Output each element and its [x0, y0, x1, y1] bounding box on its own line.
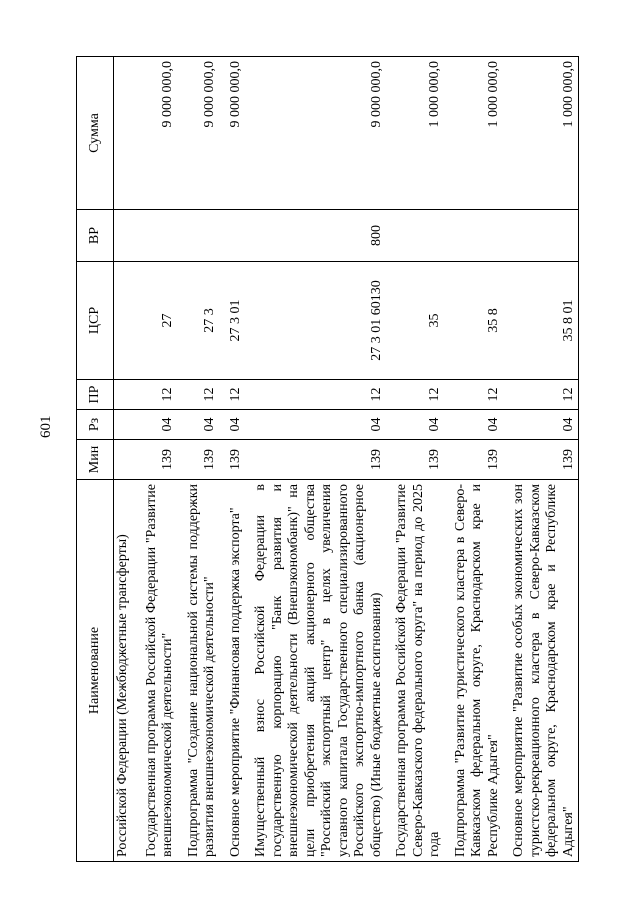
row-min: 139 — [445, 440, 504, 480]
row-csr — [114, 262, 136, 380]
row-pr: 12 — [220, 380, 246, 410]
row-name: Российской Федерации (Межбюджетные трансферты) — [114, 480, 136, 862]
row-pr: 12 — [445, 380, 504, 410]
row-csr: 27 3 — [178, 262, 220, 380]
table-row — [136, 57, 178, 862]
row-rz: 04 — [445, 410, 504, 440]
row-pr — [114, 380, 136, 410]
table-row — [245, 57, 386, 862]
row-name: Подпрограмма "Создание национальной системы поддержки развития внешнеэкономической деятельности" — [178, 480, 220, 862]
table-row — [114, 57, 136, 862]
row-rz: 04 — [220, 410, 246, 440]
row-name: Подпрограмма "Развитие туристического кластера в Северо-Кавказском федеральном округе, Краснодарском крае и Республике Адыгея" — [445, 480, 504, 862]
page-number: 601 — [38, 415, 54, 438]
row-name: Основное мероприятие "Развитие особых экономических зон туристско-рекреационного кластера в Северо-Кавказском федеральном округе, Краснодарском крае и Республике Адыгея" — [503, 480, 579, 862]
table-row — [503, 57, 579, 862]
row-rz: 04 — [136, 410, 178, 440]
row-name: Государственная программа Российской Федерации "Развитие внешнеэкономической деятельности" — [136, 480, 178, 862]
row-vr — [178, 210, 220, 262]
row-vr — [220, 210, 246, 262]
table-row — [220, 57, 246, 862]
row-csr: 35 8 01 — [503, 262, 579, 380]
row-pr: 12 — [386, 380, 445, 410]
row-vr — [503, 210, 579, 262]
row-sum: 9 000 000,0 — [245, 57, 386, 210]
header-vr: ВР — [77, 210, 114, 262]
row-sum: 1 000 000,0 — [445, 57, 504, 210]
row-min — [114, 440, 136, 480]
row-csr: 35 — [386, 262, 445, 380]
row-csr: 35 8 — [445, 262, 504, 380]
table-row — [178, 57, 220, 862]
header-row — [77, 57, 114, 862]
row-csr: 27 3 01 60130 — [245, 262, 386, 380]
row-vr: 800 — [245, 210, 386, 262]
row-vr — [386, 210, 445, 262]
budget-table — [76, 56, 579, 862]
header-rz: Рз — [77, 410, 114, 440]
row-pr: 12 — [178, 380, 220, 410]
row-min: 139 — [503, 440, 579, 480]
row-rz: 04 — [386, 410, 445, 440]
table-row — [386, 57, 445, 862]
row-pr: 12 — [136, 380, 178, 410]
row-vr — [136, 210, 178, 262]
row-csr: 27 3 01 — [220, 262, 246, 380]
row-sum: 9 000 000,0 — [220, 57, 246, 210]
header-min: Мин — [77, 440, 114, 480]
row-name: Имущественный взнос Российской Федерации в государственную корпорацию "Банк развития и внешнеэкономической деятельности (Внешэкономбанк)" на цели приобретения акций акционерного общества "Российский экспортный центр" в целях увеличения уставного капитала Государственного специализированного Российского экспортно-импортного банка (акционерное общество) (Иные бюджетные ассигнования) — [245, 480, 386, 862]
row-rz — [114, 410, 136, 440]
row-min: 139 — [136, 440, 178, 480]
row-pr: 12 — [503, 380, 579, 410]
header-name: Наименование — [77, 480, 114, 862]
header-sum: Сумма — [77, 57, 114, 210]
row-min: 139 — [220, 440, 246, 480]
rotated-page-content — [76, 57, 606, 862]
header-csr: ЦСР — [77, 262, 114, 380]
row-min: 139 — [386, 440, 445, 480]
row-min: 139 — [245, 440, 386, 480]
row-sum: 9 000 000,0 — [178, 57, 220, 210]
row-sum: 9 000 000,0 — [136, 57, 178, 210]
row-rz: 04 — [245, 410, 386, 440]
row-name: Государственная программа Российской Федерации "Развитие Северо-Кавказского федерального округа" на период до 2025 года — [386, 480, 445, 862]
row-rz: 04 — [178, 410, 220, 440]
row-min: 139 — [178, 440, 220, 480]
row-vr — [445, 210, 504, 262]
row-csr: 27 — [136, 262, 178, 380]
table-row — [445, 57, 504, 862]
header-pr: ПР — [77, 380, 114, 410]
row-name: Основное мероприятие "Финансовая поддержка экспорта" — [220, 480, 246, 862]
row-pr: 12 — [245, 380, 386, 410]
row-sum — [114, 57, 136, 210]
row-vr — [114, 210, 136, 262]
row-sum: 1 000 000,0 — [503, 57, 579, 210]
row-sum: 1 000 000,0 — [386, 57, 445, 210]
row-rz: 04 — [503, 410, 579, 440]
